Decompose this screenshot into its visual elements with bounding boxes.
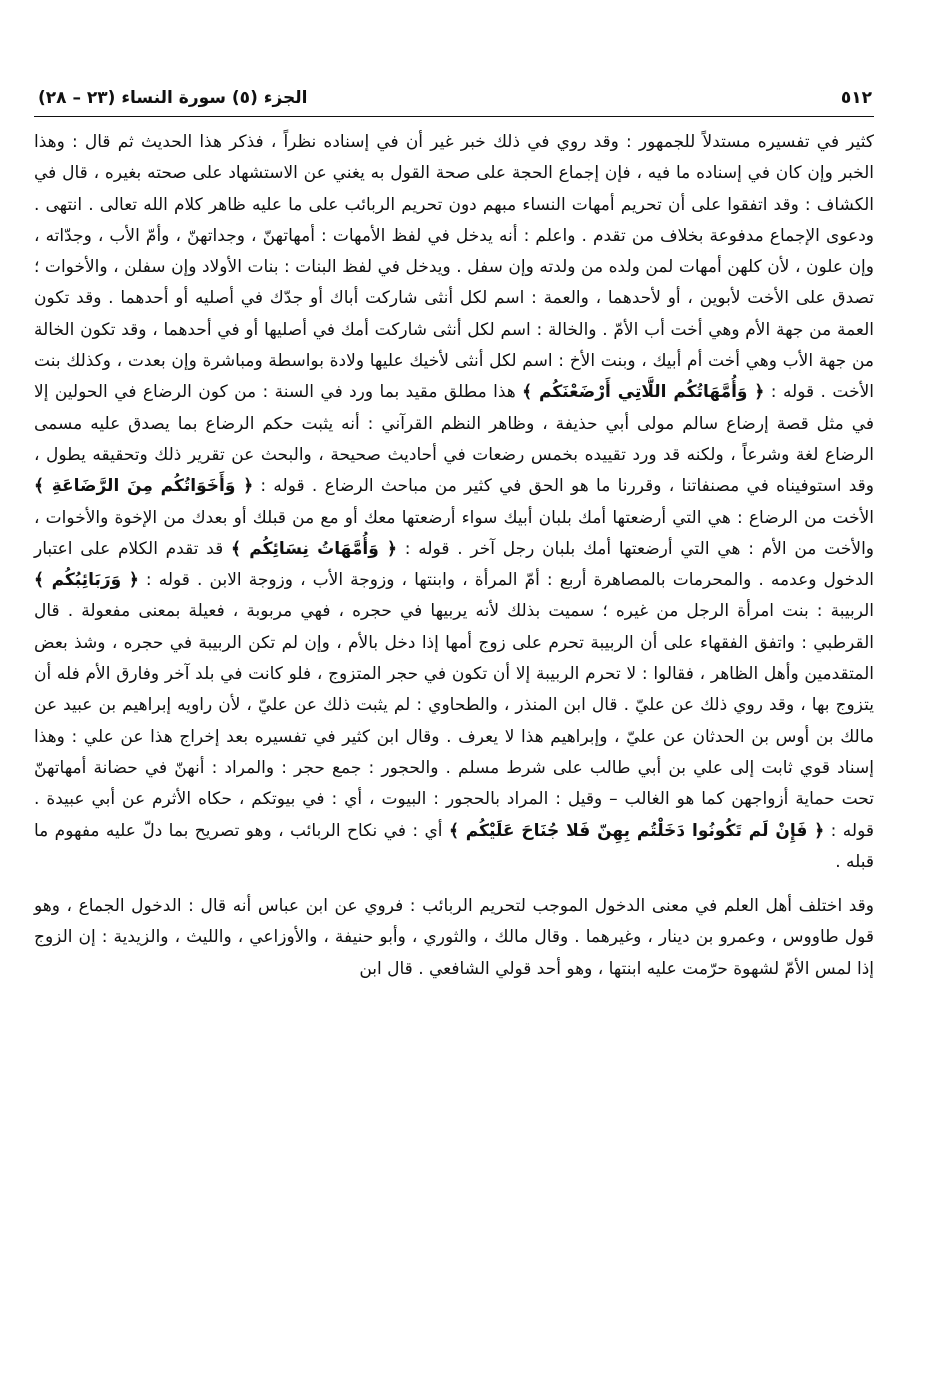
text-segment: الأخت من الرضاع : هي التي أرضعتها أمك بلبان أبيك سواء أرضعتها معك أو مع من قبلك أو بعدك من الإخوة والأخوات ، والأخت من الأم : هي التي أرضعتها أمك بلبان رجل آخر . قوله : [34, 507, 874, 559]
text-segment: قد تقدم الكلام على اعتبار الدخول وعدمه . والمحرمات بالمصاهرة أربع : أمّ المرأة ، وابنتها ، وزوجة الأب ، وزوجة الابن . قوله : [34, 538, 874, 591]
quran-verse: ﴿ وَأُمَّهَاتُ نِسَائِكُم ﴾ [231, 538, 398, 559]
book-page [34, 88, 874, 985]
page-number: ٥١٢ [840, 88, 872, 108]
quran-verse: ﴿ وَأَخَوَاتُكُم مِنَ الرَّضَاعَةِ ﴾ [34, 476, 254, 497]
text-segment: وقد اختلف أهل العلم في معنى الدخول الموجب لتحريم الربائب : فروي عن ابن عباس أنه قال : الدخول الجماع ، وهو قول طاووس ، وعمرو بن دينار ، وغيرهما . وقال مالك ، والثوري ، وأبو حنيفة ، والأوزاعي ، والليث ، والزيدية : إن الزوج إذا لمس الأمّ لشهوة حرّمت عليه ابنتها ، وهو أحد قولي الشافعي . قال ابن [34, 896, 874, 979]
text-segment: الربيبة : بنت امرأة الرجل من غيره ؛ سميت بذلك لأنه يربيها في حجره ، فهي مربوبة ، فعيلة بمعنى مفعولة . قال القرطبي : واتفق الفقهاء على أن الربيبة تحرم على زوج أمها إذا دخل بالأم ، وإن لم تكن الربيبة في حجره ، وشذ بعض المتقدمين وأهل الظاهر ، فقالوا : لا تحرم الربيبة إلا أن تكون في حجر المتزوج ، فلو كانت في بلد آخر وفارق الأم فله أن يتزوج بها ، وقد روي ذلك عن عليّ . قال ابن المنذر ، والطحاوي : لم يثبت ذلك عن عليّ ، لأن راويه إبراهيم بن عبيد عن مالك بن أوس بن الحدثان عن عليّ ، وإبراهيم هذا لا يعرف . وقال ابن كثير في تفسيره بعد إخراج هذا عن علي : وهذا إسناد قوي ثابت إلى علي بن أبي طالب على شرط مسلم . والحجور : جمع حجر : والمراد : أنهنّ في حضانة أمهاتهنّ تحت حماية أزواجهن كما هو الغالب – وقيل : المراد بالحجور : البيوت ، أي : في بيوتكم ، حكاه الأثرم عن أبي عبيدة . قوله : [34, 601, 875, 841]
paragraph-tafsir [34, 127, 874, 878]
quran-verse: ﴿ وَرَبَائِبُكُم ﴾ [34, 570, 139, 591]
paragraph-dukhul [34, 891, 874, 985]
text-segment: هذا مطلق مقيد بما ورد في السنة : من كون الرضاع في الحولين إلا في مثل قصة إرضاع سالم مولى أبي حذيفة ، وظاهر النظم القرآني : أنه يثبت حكم الرضاع بما يصدق عليه مسمى الرضاع لغة وشرعاً ، ولكنه قد ورد تقييده بخمس رضعات في أحاديث صحيحة ، والبحث عن تقرير ذلك وتحقيقه يطول ، وقد استوفيناه في مصنفاتنا ، وقررنا ما هو الحق في كثير من مباحث الرضاع . قوله : [34, 382, 874, 497]
quran-verse: ﴿ وَأُمَّهَاتُكُم اللَّاتِي أَرْضَعْنَكُم ﴾ [522, 382, 765, 403]
quran-verse: ﴿ فَإِنْ لَم تَكُونُوا دَخَلْتُم بِهِنّ فَلا جُنَاحَ عَلَيْكُم ﴾ [448, 820, 825, 841]
text-segment: كثير في تفسيره مستدلاً للجمهور : وقد روي في ذلك خبر غير أن في إسناده نظراً ، فذكر هذا الحديث ثم قال : وهذا الخبر وإن كان في إسناده ما فيه ، فإن إجماع الحجة على صحة القول به يغني عن الاستشهاد على صحته بغيره ، قال في الكشاف : وقد اتفقوا على أن تحريم أمهات النساء مبهم دون تحريم الربائب على ما عليه ظاهر كلام الله تعالى . انتهى . ودعوى الإجماع مدفوعة بخلاف من تقدم . واعلم : أنه يدخل في لفظ الأمهات : أمهاتهنّ ، وجداتهنّ ، وأمّ الأب ، وجدّاته ، وإن علون ، لأن كلهن أمهات لمن ولده من ولدته وإن سفل . ويدخل في لفظ البنات : بنات الأولاد وإن سفلن ، والأخوات ؛ تصدق على الأخت لأبوين ، أو لأحدهما ، والعمة : اسم لكل أنثى شاركت أباك أو جدّك في أصليه أو أحدهما . وقد تكون العمة من جهة الأم وهي أخت أب الأمّ . والخالة : اسم لكل أنثى شاركت أمك في أصليها أو في أحدهما ، وقد تكون الخالة من جهة الأب وهي أخت أم أبيك ، وبنت الأخ : اسم لكل أنثى لأخيك عليها ولادة بواسطة ومباشرة وإن بعدت ، وكذلك بنت الأخت . قوله : [34, 132, 874, 403]
text-segment: أي : في نكاح الربائب ، وهو تصريح بما دلّ عليه مفهوم ما قبله . [34, 820, 874, 872]
body-text [34, 127, 874, 985]
page-header [34, 88, 874, 117]
running-head: الجزء (٥) سورة النساء (٢٣ – ٢٨) [38, 88, 308, 108]
